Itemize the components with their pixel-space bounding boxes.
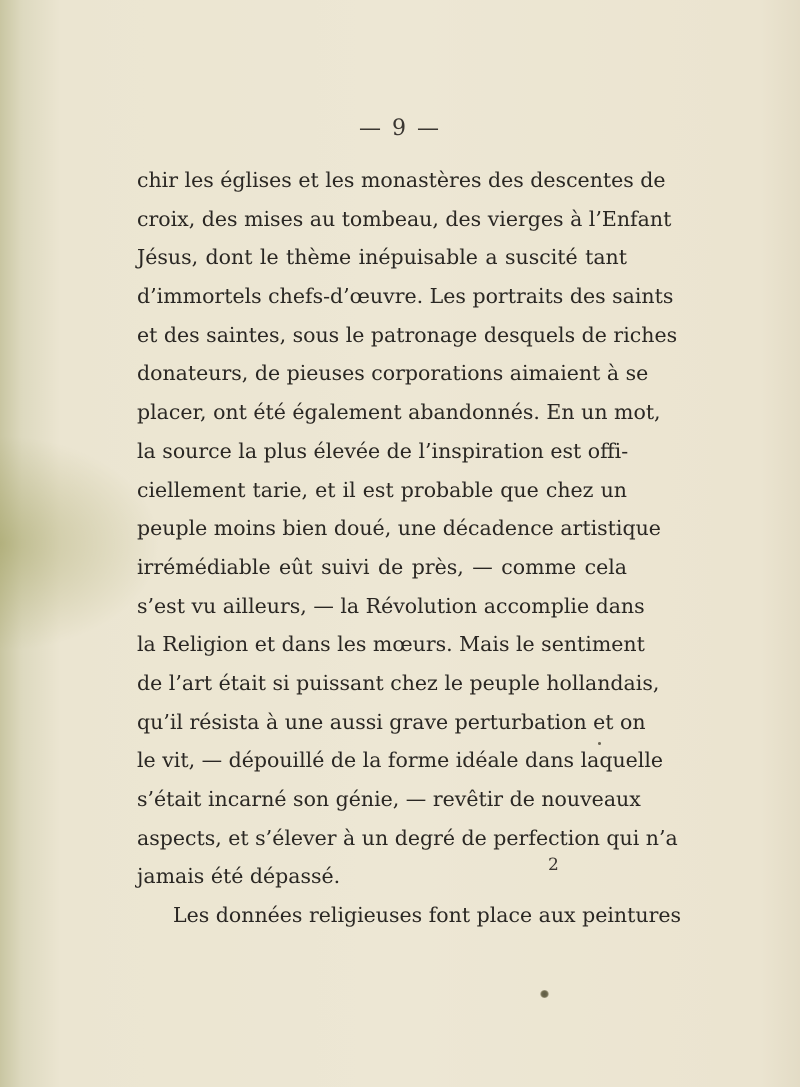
page-number: — 9 — [359,116,441,141]
signature-mark: 2 [548,855,559,875]
text-line: la source la plus élevée de l’inspiration est offi- [137,438,629,463]
text-line: la Religion et dans les mœurs. Mais le sentiment [137,632,645,657]
text-line: donateurs, de pieuses corporations aimaient à se [137,361,649,386]
text-line: irrémédiable eût suivi de près, — comme cela [137,554,627,579]
text-line: d’immortels chefs-d’œuvre. Les portraits des saints [137,284,674,309]
text-line: jamais été dépassé. [137,864,341,889]
body-text [137,161,682,935]
text-line: placer, ont été également abandonnés. En un mot, [137,400,661,425]
text-line: et des saintes, sous le patronage desquels de riches [137,322,678,347]
text-line: peuple moins bien doué, une décadence artistique [137,516,661,541]
text-line: croix, des mises au tombeau, des vierges à l’Enfant [137,206,672,231]
ink-dot [598,742,601,745]
text-line: qu’il résista à une aussi grave perturbation et on [137,709,646,734]
text-line: le vit, — dépouillé de la forme idéale dans laquelle [137,748,664,773]
text-line: chir les églises et les monastères des descentes de [137,168,666,192]
paper-speck [540,990,549,998]
text-line: Jésus, dont le thème inépuisable a suscité tant [137,245,627,270]
text-line: ciellement tarie, et il est probable que chez un [137,477,627,502]
text-line: s’était incarné son génie, — revêtir de nouveaux [137,787,641,811]
text-line: Les données religieuses font place aux peintures [173,903,682,928]
text-line: de l’art était si puissant chez le peuple hollandais, [137,670,660,695]
text-line: aspects, et s’élever à un degré de perfection qui n’a [137,825,678,850]
text-line: s’est vu ailleurs, — la Révolution accomplie dans [137,593,645,618]
